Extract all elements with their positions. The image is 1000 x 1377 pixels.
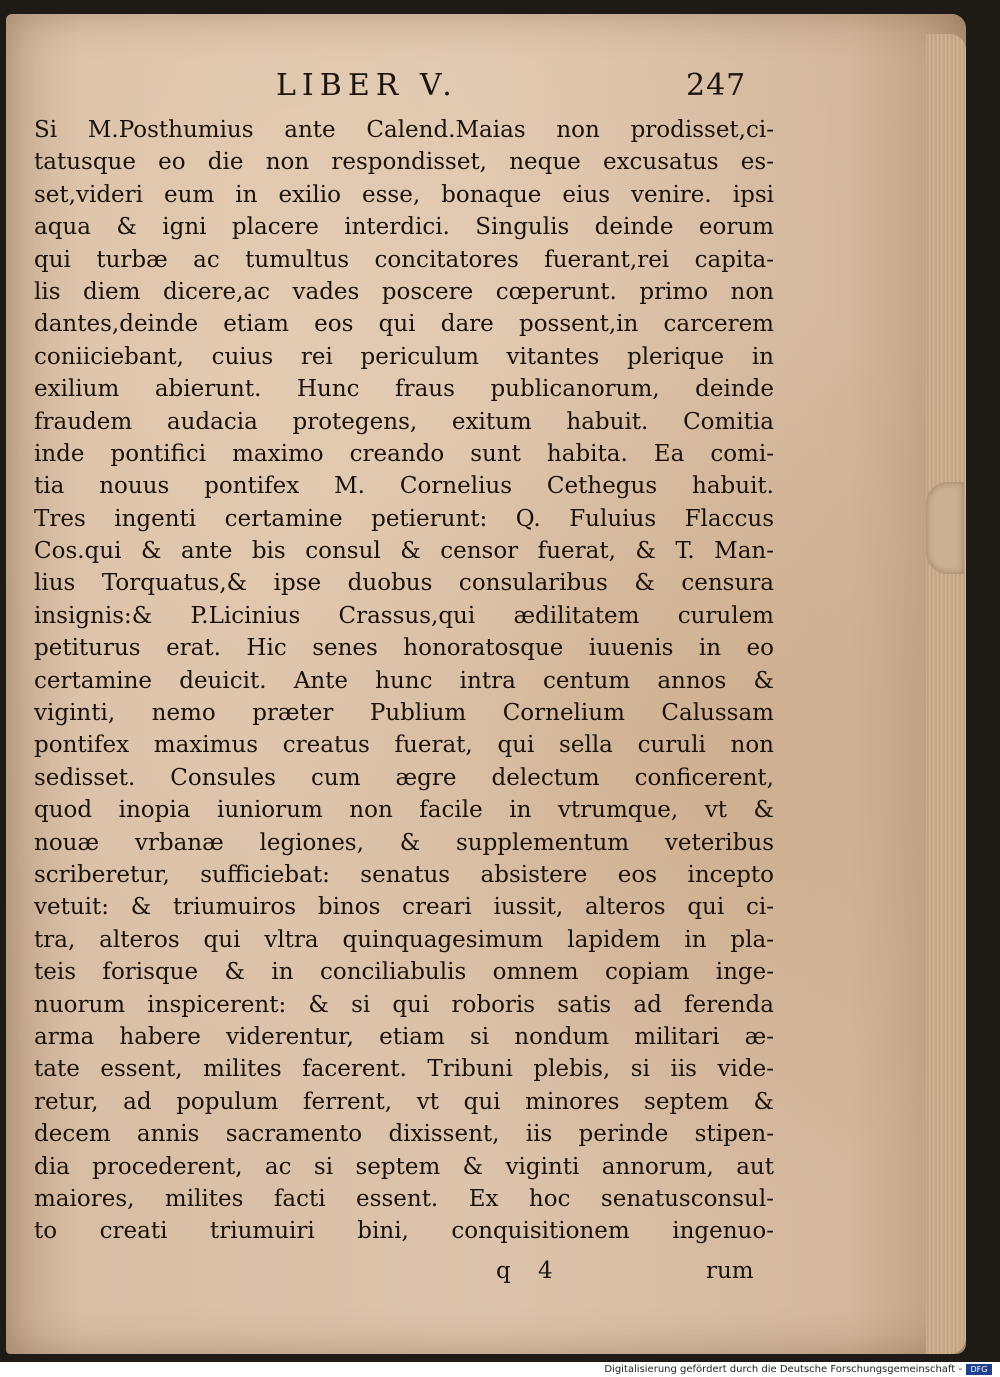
text-line: set,videri eum in exilio esse, bonaque eius venire. ipsi [34,181,774,208]
body-text [34,114,774,1248]
text-line: viginti, nemo præter Publium Cornelium Calussam [34,700,774,727]
text-line: nuorum inspicerent: & si qui roboris satis ad ferenda [34,991,774,1018]
text-line: dantes,deinde etiam eos qui dare possent,in carcerem [34,311,774,338]
text-line: maiores, milites facti essent. Ex hoc senatusconsul- [34,1185,774,1212]
page-header [46,68,766,108]
text-line: certamine deuicit. Ante hunc intra centum annos & [34,667,774,694]
text-line: lius Torquatus,& ipse duobus consularibus & censura [34,570,774,597]
text-line: aqua & igni placere interdici. Singulis deinde eorum [34,214,774,241]
text-line: insignis:& P.Licinius Crassus,qui ædilitatem curulem [34,602,774,629]
text-line: tra, alteros qui vltra quinquagesimum lapidem in pla- [34,926,774,953]
dfg-logo-icon: DFG [966,1364,992,1375]
book-page [6,14,966,1354]
text-line: exilium abierunt. Hunc fraus publicanorum, deinde [34,376,774,403]
running-head: LIBER V. [276,68,458,103]
text-line: arma habere viderentur, etiam si nondum militari æ- [34,1023,774,1050]
text-line: fraudem audacia protegens, exitum habuit. Comitia [34,408,774,435]
text-line: decem annis sacramento dixissent, iis perinde stipen- [34,1121,774,1148]
catchword: rum [706,1258,754,1284]
page-edge [926,34,966,1354]
text-line: lis diem dicere,ac vades poscere cœperunt. primo non [34,278,774,305]
text-line: Cos.qui & ante bis consul & censor fuerat, & T. Man- [34,538,774,565]
text-line: dia procederent, ac si septem & viginti annorum, aut [34,1153,774,1180]
text-line: scriberetur, sufficiebat: senatus absistere eos incepto [34,861,774,888]
text-line: quod inopia iuniorum non facile in vtrumque, vt & [34,797,774,824]
text-line: sedisset. Consules cum ægre delectum conficerent, [34,764,774,791]
text-line: Tres ingenti certamine petierunt: Q. Fuluius Flaccus [34,505,774,532]
page-footer [46,1258,776,1292]
text-line: pontifex maximus creatus fuerat, qui sella curuli non [34,732,774,759]
text-line: inde pontifici maximo creando sunt habita. Ea comi- [34,440,774,467]
text-line: qui turbæ ac tumultus concitatores fuerant,rei capita- [34,246,774,273]
text-line: petiturus erat. Hic senes honoratosque iuuenis in eo [34,635,774,662]
text-line: tate essent, milites facerent. Tribuni plebis, si iis vide- [34,1056,774,1083]
page-number: 247 [686,68,747,103]
credit-text: Digitalisierung gefördert durch die Deutsche Forschungsgemeinschaft - [604,1364,962,1375]
text-line: tatusque eo die non respondisset, neque excusatus es- [34,149,774,176]
digitization-credit [0,1362,1000,1377]
text-line: tia nouus pontifex M. Cornelius Cethegus habuit. [34,473,774,500]
text-line: retur, ad populum ferrent, vt qui minores septem & [34,1088,774,1115]
page-tab [926,482,964,574]
signature-mark: q 4 [496,1258,563,1284]
text-line: nouæ vrbanæ legiones, & supplementum veteribus [34,829,774,856]
text-line: vetuit: & triumuiros binos creari iussit, alteros qui ci- [34,894,774,921]
text-line: teis forisque & in conciliabulis omnem copiam inge- [34,959,774,986]
text-line: to creati triumuiri bini, conquisitionem ingenuo- [34,1218,774,1245]
text-line: Si M.Posthumius ante Calend.Maias non prodisset,ci- [34,117,774,143]
text-line: coniiciebant, cuius rei periculum vitantes plerique in [34,343,774,370]
